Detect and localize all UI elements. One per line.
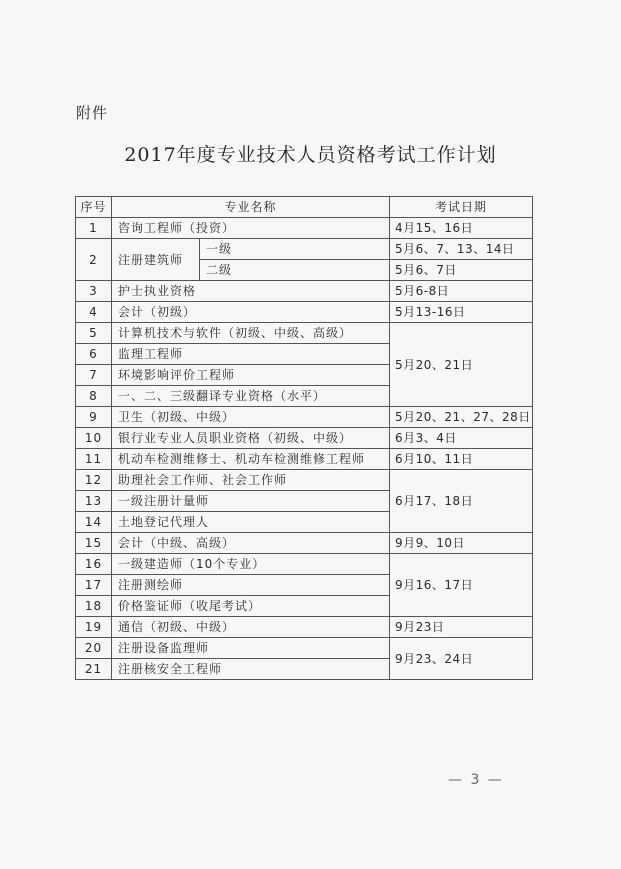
name-cell: 卫生（初级、中级） xyxy=(112,407,390,428)
seq-cell: 20 xyxy=(76,638,112,659)
name-cell: 机动车检测维修士、机动车检测维修工程师 xyxy=(112,449,390,470)
table-row xyxy=(76,617,533,638)
seq-cell: 8 xyxy=(76,386,112,407)
name-cell: 注册设备监理师 xyxy=(112,638,390,659)
seq-cell: 15 xyxy=(76,533,112,554)
name-cell: 注册核安全工程师 xyxy=(112,659,390,680)
seq-cell: 4 xyxy=(76,302,112,323)
date-cell: 9月23、24日 xyxy=(390,638,533,680)
header-name: 专业名称 xyxy=(112,197,390,218)
seq-cell: 5 xyxy=(76,323,112,344)
seq-cell: 18 xyxy=(76,596,112,617)
date-cell: 5月20、21日 xyxy=(390,323,533,407)
seq-cell: 9 xyxy=(76,407,112,428)
table-row xyxy=(76,302,533,323)
level-cell: 二级 xyxy=(200,260,390,281)
table-row xyxy=(76,470,533,491)
seq-cell: 12 xyxy=(76,470,112,491)
name-cell: 计算机技术与软件（初级、中级、高级） xyxy=(112,323,390,344)
name-cell: 一级注册计量师 xyxy=(112,491,390,512)
name-cell: 注册测绘师 xyxy=(112,575,390,596)
seq-cell: 11 xyxy=(76,449,112,470)
seq-cell: 7 xyxy=(76,365,112,386)
table-row xyxy=(76,449,533,470)
name-cell: 价格鉴证师（收尾考试） xyxy=(112,596,390,617)
table-row xyxy=(76,533,533,554)
header-seq: 序号 xyxy=(76,197,112,218)
table-header-row xyxy=(76,197,533,218)
name-cell: 会计（中级、高级） xyxy=(112,533,390,554)
name-cell: 通信（初级、中级） xyxy=(112,617,390,638)
name-cell: 会计（初级） xyxy=(112,302,390,323)
table-row xyxy=(76,428,533,449)
table-row xyxy=(76,218,533,239)
exam-schedule-table xyxy=(75,196,533,680)
name-cell: 土地登记代理人 xyxy=(112,512,390,533)
seq-cell: 14 xyxy=(76,512,112,533)
name-cell: 一级建造师（10个专业） xyxy=(112,554,390,575)
name-cell: 环境影响评价工程师 xyxy=(112,365,390,386)
seq-cell: 6 xyxy=(76,344,112,365)
date-cell: 4月15、16日 xyxy=(390,218,533,239)
seq-cell: 13 xyxy=(76,491,112,512)
seq-cell: 10 xyxy=(76,428,112,449)
table-row xyxy=(76,407,533,428)
name-cell: 银行业专业人员职业资格（初级、中级） xyxy=(112,428,390,449)
seq-cell: 3 xyxy=(76,281,112,302)
page-number: — 3 — xyxy=(448,772,504,788)
seq-cell: 17 xyxy=(76,575,112,596)
name-cell: 助理社会工作师、社会工作师 xyxy=(112,470,390,491)
attachment-label: 附件 xyxy=(76,104,109,122)
date-cell: 5月6、7、13、14日 xyxy=(390,239,533,260)
seq-cell: 16 xyxy=(76,554,112,575)
seq-cell: 1 xyxy=(76,218,112,239)
level-cell: 一级 xyxy=(200,239,390,260)
table-row xyxy=(76,323,533,344)
header-date: 考试日期 xyxy=(390,197,533,218)
name-cell: 注册建筑师 xyxy=(112,239,200,281)
table-row xyxy=(76,281,533,302)
date-cell: 6月10、11日 xyxy=(390,449,533,470)
date-cell: 5月6、7日 xyxy=(390,260,533,281)
date-cell: 6月3、4日 xyxy=(390,428,533,449)
date-cell: 9月16、17日 xyxy=(390,554,533,617)
date-cell: 5月6-8日 xyxy=(390,281,533,302)
name-cell: 咨询工程师（投资） xyxy=(112,218,390,239)
table-row xyxy=(76,554,533,575)
date-cell: 5月20、21、27、28日 xyxy=(390,407,533,428)
name-cell: 一、二、三级翻译专业资格（水平） xyxy=(112,386,390,407)
table-row xyxy=(76,638,533,659)
name-cell: 护士执业资格 xyxy=(112,281,390,302)
seq-cell: 19 xyxy=(76,617,112,638)
date-cell: 9月9、10日 xyxy=(390,533,533,554)
date-cell: 5月13-16日 xyxy=(390,302,533,323)
name-cell: 监理工程师 xyxy=(112,344,390,365)
seq-cell: 2 xyxy=(76,239,112,281)
date-cell: 6月17、18日 xyxy=(390,470,533,533)
table-row xyxy=(76,239,533,260)
date-cell: 9月23日 xyxy=(390,617,533,638)
seq-cell: 21 xyxy=(76,659,112,680)
document-title: 2017年度专业技术人员资格考试工作计划 xyxy=(124,144,497,166)
